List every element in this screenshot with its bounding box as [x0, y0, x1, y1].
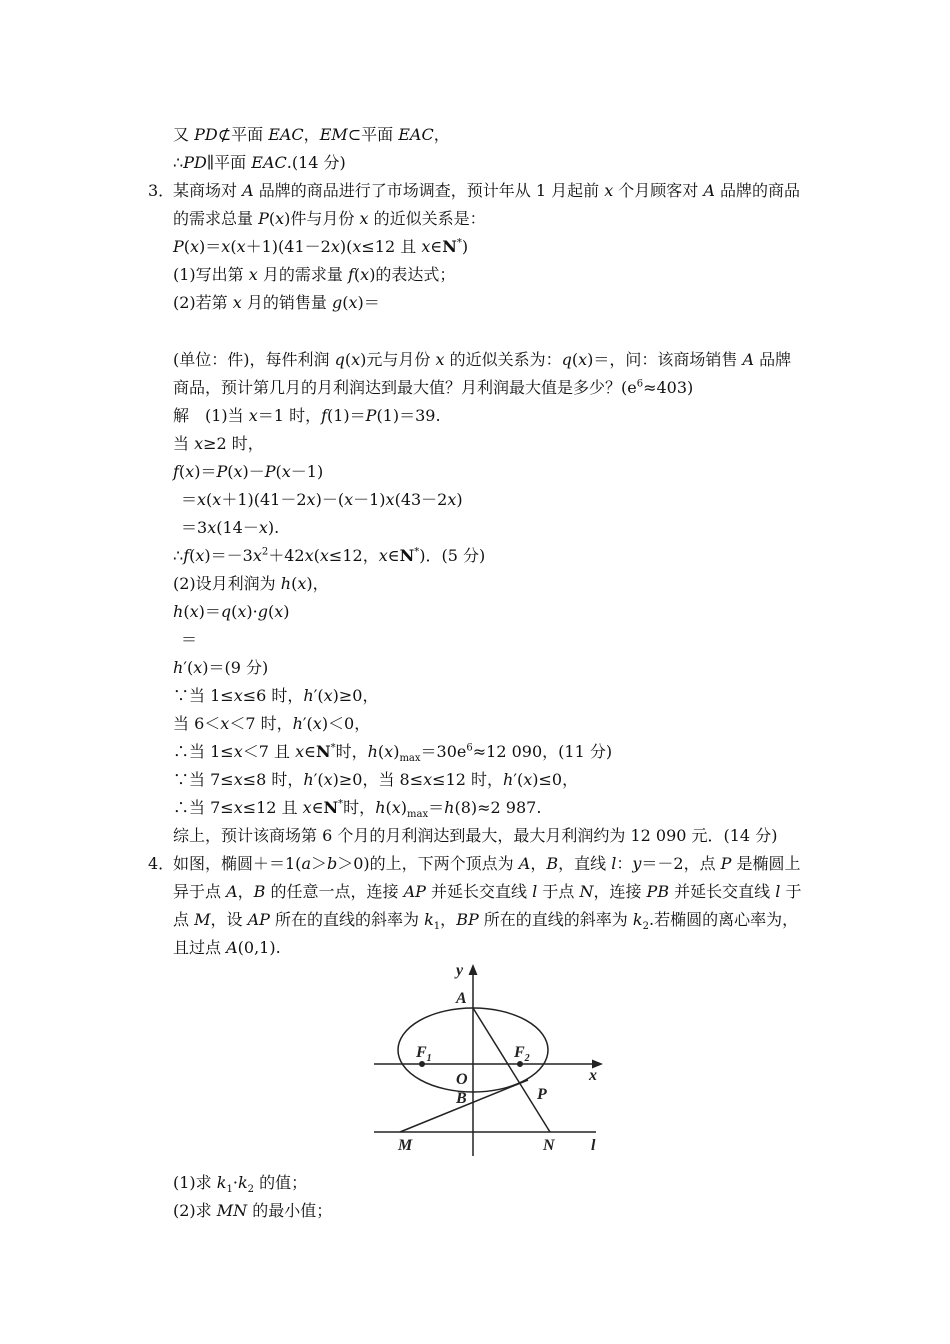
problem-3-line: 的需求总量 P(x)件与月份 x 的近似关系是： — [173, 209, 486, 228]
question-line: (1)求 $k_1\cdot k_2$ 的值； — [173, 1173, 308, 1196]
formula-line: P(x)＝x(x＋1)(41－2x)(x≤12 且 x∈N*) — [173, 237, 469, 256]
label-F1: $F_1$ — [416, 1044, 432, 1064]
text-line: 又 PD⊄平面 EAC，EM⊂平面 EAC， — [173, 125, 450, 144]
solution-line: (2)设月利润为 h(x)， — [173, 574, 329, 593]
question-line: (2)若第 x 月的销售量 g(x)＝ — [173, 293, 380, 312]
solution-line: h(x)＝q(x)·g(x) — [173, 602, 290, 621]
solution-line: ∴当 1≤x＜7 且 x∈N*时，$h(x)_{max}=30e^6\approx 12$ 090，(11 分) — [173, 742, 613, 765]
solution-line: ＝3x(14－x). — [181, 518, 280, 537]
solution-line: ＝ — [181, 630, 198, 649]
problem-3-line: (单位：件)，每件利润 q(x)元与月份 x 的近似关系为：q(x)＝，问：该商场销售 A 品牌 — [173, 350, 792, 369]
problem-number: 4． — [148, 854, 175, 873]
solution-line: ∴当 7≤x≤12 且 x∈N*时，$h(x)_{max}=h(8)\approx 2$ 987. — [173, 798, 542, 821]
solution-line: f(x)＝P(x)－P(x－1) — [173, 462, 324, 481]
solution-line: 综上，预计该商场第 6 个月的月利润达到最大，最大月利润约为 12 090 元．(14 分) — [173, 826, 778, 845]
solution-line: 解 (1)当 x＝1 时，f(1)＝P(1)＝39. — [173, 406, 441, 425]
solution-line: ∵当 1≤x≤6 时，h′(x)≥0， — [173, 686, 379, 705]
problem-4-line: 如图，椭圆＋＝1(a＞b＞0)的上，下两个顶点为 A，B，直线 l：y＝－2，点 P 是椭圆上 — [173, 854, 801, 873]
label-y: y — [456, 962, 464, 979]
problem-number: 3． — [148, 181, 175, 200]
solution-line: 当 x≥2 时， — [173, 434, 264, 453]
solution-line: ＝x(x＋1)(41－2x)－(x－1)x(43－2x) — [181, 490, 463, 509]
text-line: ∴PD∥平面 EAC.(14 分) — [173, 153, 346, 172]
problem-4-line: 且过点 A(0,1). — [173, 938, 281, 957]
label-A: A — [456, 990, 467, 1007]
y-axis-arrow — [469, 964, 478, 975]
problem-4-line: 异于点 A，B 的任意一点，连接 AP 并延长交直线 l 于点 N，连接 PB 并延长交直线 l 于 — [173, 882, 802, 901]
focus-point — [517, 1061, 523, 1067]
problem-3-line: 商品，预计第几月的月利润达到最大值？月利润最大值是多少？$(e^6\approx 403)$ — [173, 378, 694, 397]
solution-line: ∵当 7≤x≤8 时，h′(x)≥0，当 8≤x≤12 时，h′(x)≤0， — [173, 770, 579, 789]
label-P: P — [537, 1086, 547, 1103]
label-x: x — [589, 1067, 597, 1084]
solution-line: h′(x)＝(9 分) — [173, 658, 269, 677]
focus-point — [419, 1061, 425, 1067]
solution-line: 当 6＜x＜7 时，h′(x)＜0， — [173, 714, 371, 733]
problem-4-line: 点 M，设 AP 所在的直线的斜率为 $k_1$，BP 所在的直线的斜率为 $k_2$.若椭圆的离心率为， — [173, 910, 799, 933]
label-F2: $F_2$ — [514, 1044, 530, 1064]
solution-line: $\therefore f(x)=-3x^2+42x(x\le 12$，x∈N*)．(5 分) — [173, 546, 486, 565]
label-B: B — [456, 1090, 467, 1107]
ellipse-figure — [360, 958, 620, 1158]
label-N: N — [543, 1137, 555, 1154]
problem-3-line: 某商场对 A 品牌的商品进行了市场调查，预计年从 1 月起前 x 个月顾客对 A 品牌的商品 — [173, 181, 801, 200]
label-l: l — [591, 1137, 596, 1154]
label-O: O — [456, 1071, 468, 1088]
question-line: (2)求 MN 的最小值； — [173, 1201, 333, 1220]
question-line: (1)写出第 x 月的需求量 f(x)的表达式； — [173, 265, 456, 284]
label-M: M — [398, 1137, 413, 1154]
